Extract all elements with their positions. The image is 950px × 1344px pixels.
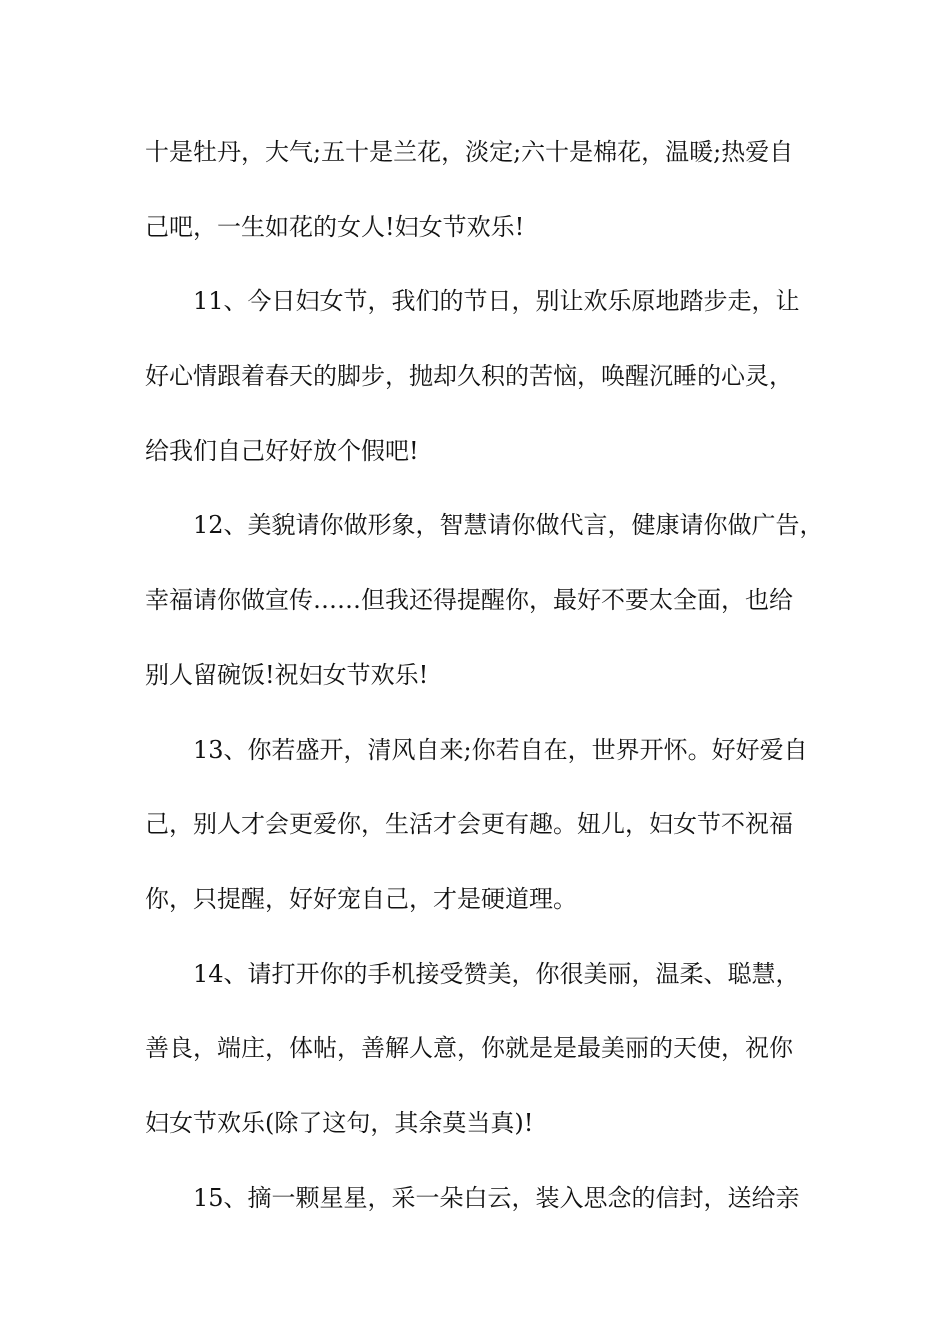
text-line: 己，别人才会更爱你，生活才会更有趣。妞儿，妇女节不祝福	[145, 810, 793, 839]
paragraph-start-line: 13、你若盛开，清风自来;你若自在，世界开怀。好好爱自	[193, 735, 808, 764]
text-line: 好心情跟着春天的脚步，抛却久积的苦恼，唤醒沉睡的心灵，	[145, 362, 793, 391]
text-line: 十是牡丹，大气;五十是兰花，淡定;六十是棉花，温暖;热爱自	[145, 138, 794, 166]
paragraph-start-line: 11、今日妇女节，我们的节日，别让欢乐原地踏步走，让	[193, 287, 800, 316]
paragraph-start-line: 14、请打开你的手机接受赞美，你很美丽，温柔、聪慧，	[193, 959, 800, 988]
text-line: 给我们自己好好放个假吧!	[145, 436, 419, 465]
text-line: 你，只提醒，好好宠自己，才是硬道理。	[145, 884, 577, 913]
text-line: 妇女节欢乐(除了这句，其余莫当真)!	[145, 1108, 534, 1137]
paragraph-start-line: 12、美貌请你做形象，智慧请你做代言，健康请你做广告，	[193, 511, 824, 540]
text-line: 善良，端庄，体帖，善解人意，你就是是最美丽的天使，祝你	[145, 1034, 793, 1063]
document-body	[145, 128, 825, 1248]
text-line: 幸福请你做宣传……但我还得提醒你，最好不要太全面，也给	[145, 586, 793, 615]
text-line: 己吧，一生如花的女人!妇女节欢乐!	[145, 212, 525, 241]
text-line: 别人留碗饭!祝妇女节欢乐!	[145, 660, 429, 689]
paragraph-start-line: 15、摘一颗星星，采一朵白云，装入思念的信封，送给亲	[193, 1183, 800, 1212]
